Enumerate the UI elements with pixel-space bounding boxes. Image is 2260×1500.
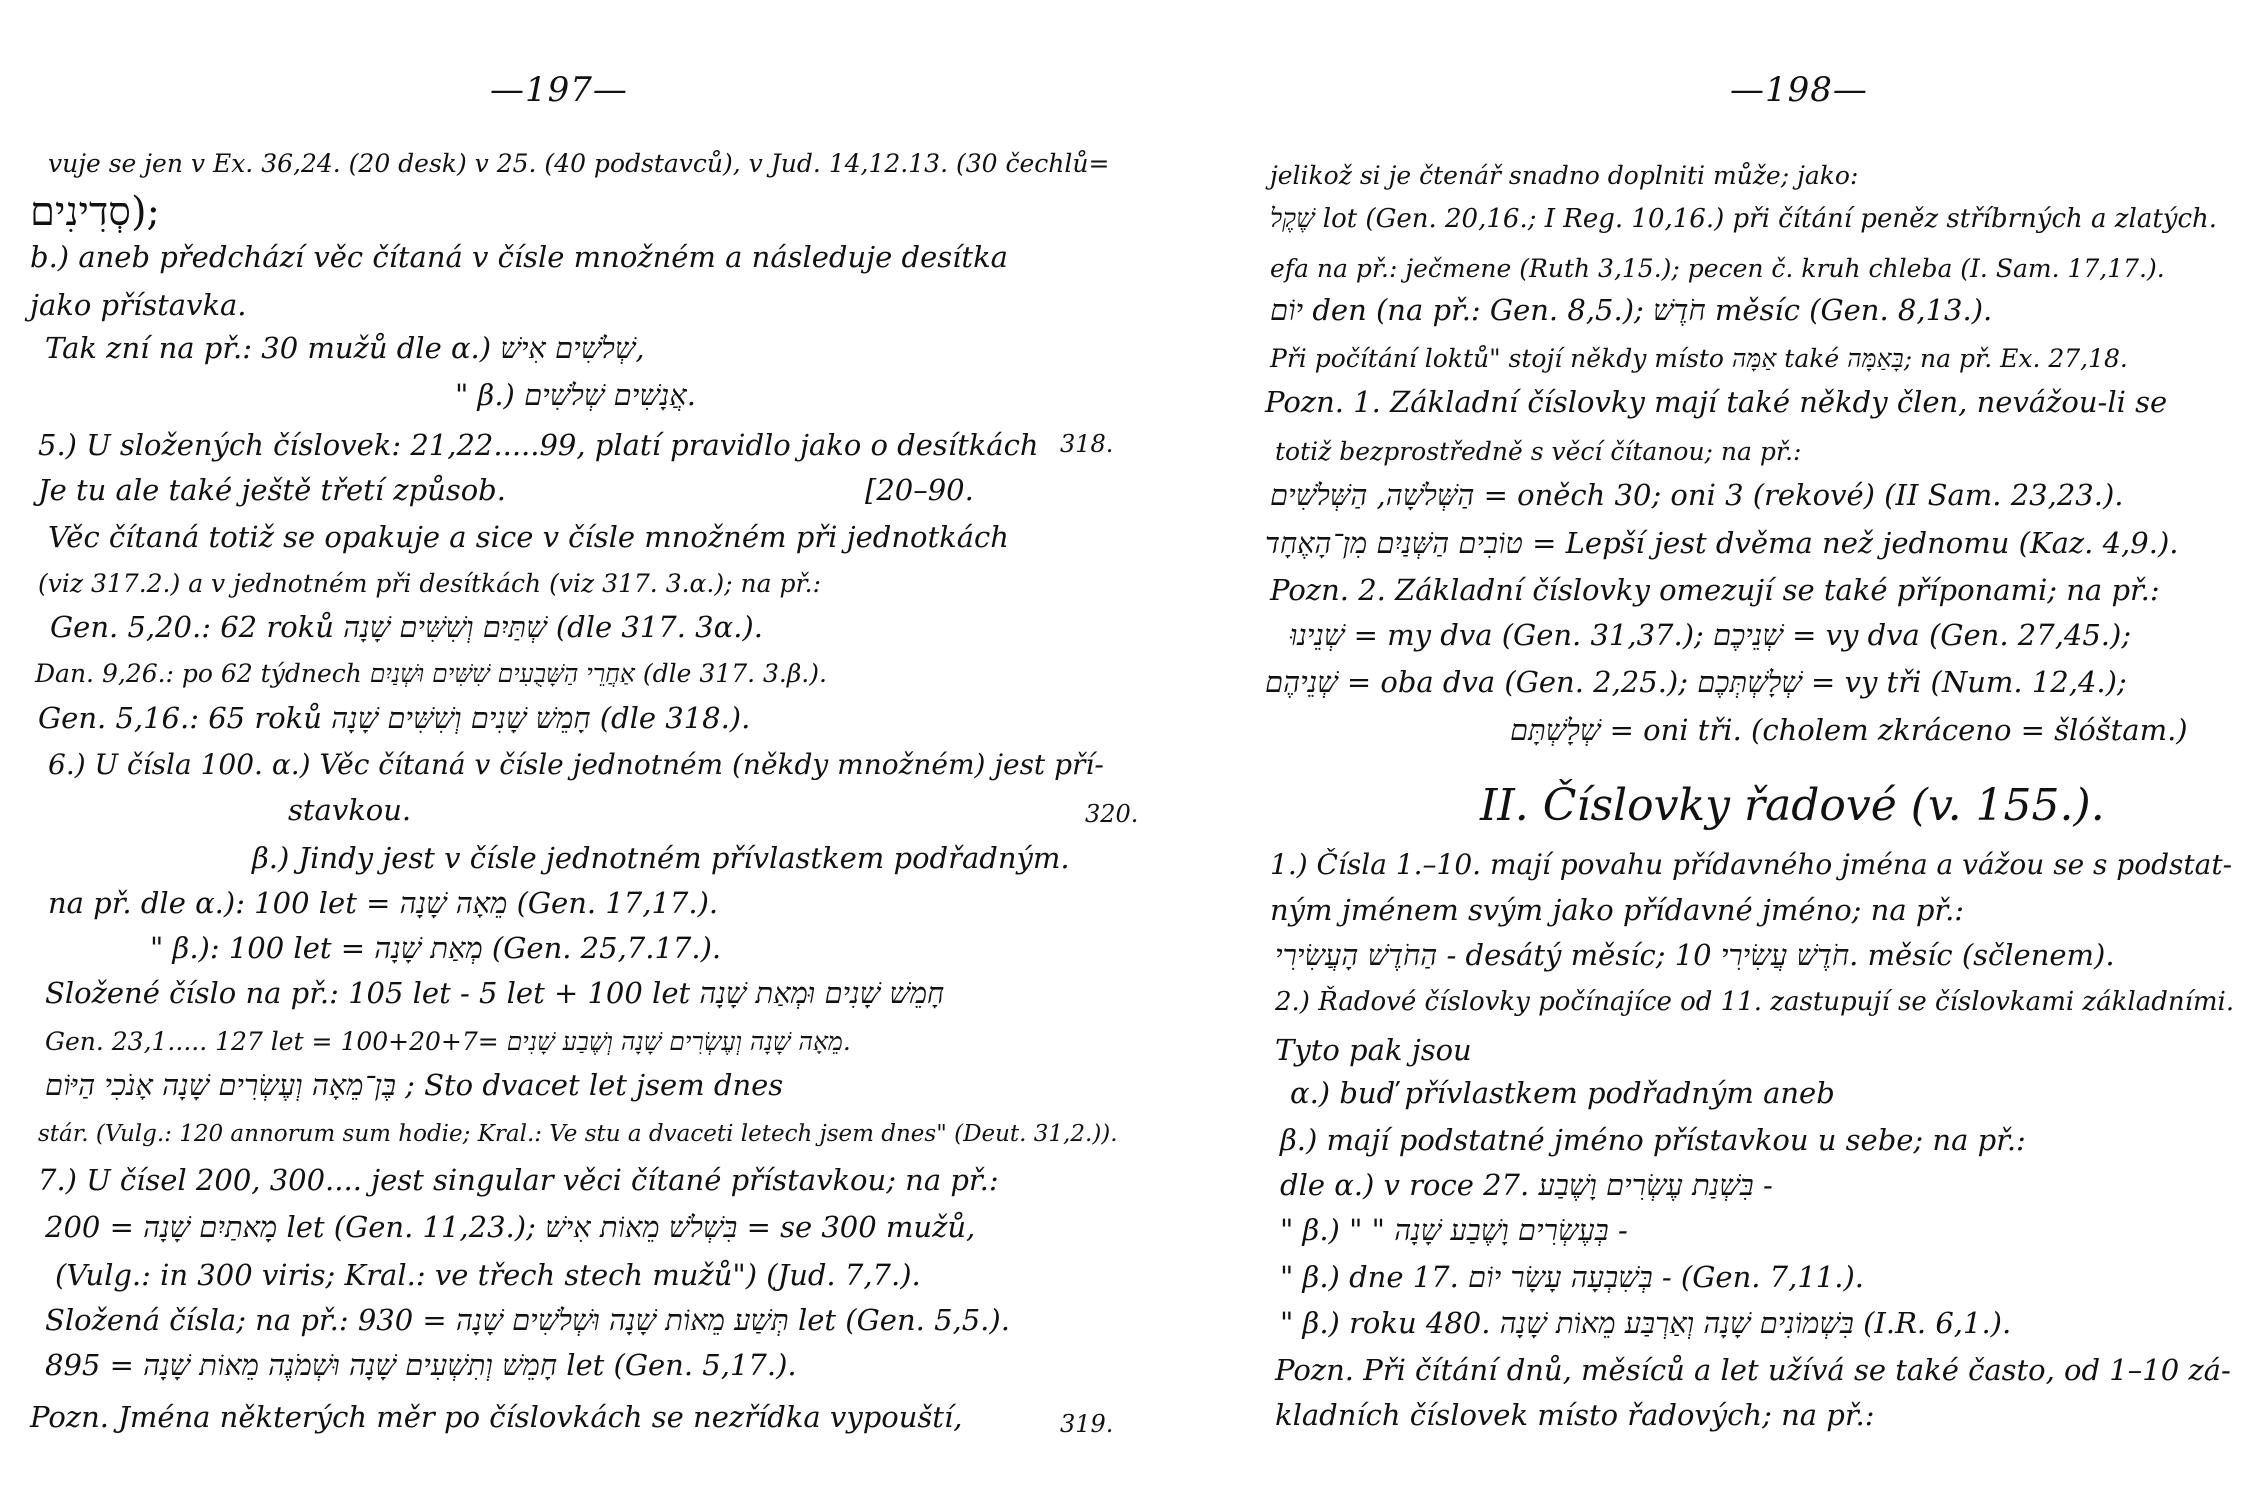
text-line: Gen. 5,16.: 65 roků חָמֵשׁ שָׁנִים וְשִׁשִּׁים שָׁנָה (dle 318.).: [38, 701, 751, 735]
text-line: Při počítání loktů" stojí někdy místo אַמָּה také בָּאַמָּה; na př. Ex. 27,18.: [1270, 344, 2128, 373]
text-line: שְׁלָשְׁתָּם = oni tři. (cholem zkráceno = šlóštam.): [1510, 713, 2188, 747]
text-line: בֶּן־מֵאָה וְעֶשְׂרִים שָׁנָה אָנֹכִי הַיּוֹם ; Sto dvacet let jsem dnes: [45, 1068, 784, 1102]
text-line: " β.) " " בְּעֶשְׂרִים וָשֶׁבַע שָׁנָה -: [1280, 1213, 1628, 1247]
text-line: הַשְּׁלֹשָׁה, הַשְּׁלֹשִׁים = oněch 30; oni 3 (rekové) (II Sam. 23,23.).: [1270, 478, 2124, 512]
text-line: (Vulg.: in 300 viris; Kral.: ve třech stech mužů") (Jud. 7,7.).: [55, 1258, 921, 1292]
text-line: שֶׁקֶל lot (Gen. 20,16.; I Reg. 10,16.) při čítání peněz stříbrných a zlatých.: [1270, 204, 2218, 234]
text-line: 7.) U čísel 200, 300.... jest singular věci čítané přístavkou; na př.:: [38, 1163, 999, 1197]
margin-note: 320.: [1085, 800, 1139, 828]
text-line: טוֹבִים הַשְּׁנַיִם מִן־הָאֶחָד = Lepší jest dvěma než jednomu (Kaz. 4,9.).: [1265, 526, 2179, 560]
margin-note: 319.: [1060, 1410, 1114, 1438]
margin-note: 318.: [1060, 430, 1114, 458]
text-line: 6.) U čísla 100. α.) Věc čítaná v čísle jednotném (někdy množném) jest pří-: [48, 748, 1104, 781]
text-line: Dan. 9,26.: po 62 týdnech אַחֲרֵי הַשָּׁבֻעִים שִׁשִּׁים וּשְׁנַיִם (dle 317. 3.β.).: [35, 659, 827, 688]
text-line: totiž bezprostředně s věcí čítanou; na př.:: [1275, 437, 1802, 466]
text-line: Pozn. Jména některých měr po číslovkách se nezřídka vypouští,: [30, 1400, 963, 1434]
text-line: vuje se jen v Ex. 36,24. (20 desk) v 25. (40 podstavců), v Jud. 14,12.13. (30 čechlů=: [48, 149, 1110, 178]
text-line: β.) mají podstatné jméno přístavkou u sebe; na př.:: [1280, 1123, 2026, 1157]
text-line: jelikož si je čtenář snadno doplniti může; jako:: [1270, 161, 1859, 190]
text-line: " β.) roku 480. בִּשְׁמוֹנִים שָׁנָה וְאַרְבַּע מֵאוֹת שָׁנָה (I.R. 6,1.).: [1280, 1306, 2012, 1340]
text-line: jako přístavka.: [30, 288, 247, 322]
text-line: Složené číslo na př.: 105 let - 5 let + 100 let חָמֵשׁ שָׁנִים וּמְאַת שָׁנָה: [45, 976, 945, 1010]
text-line: 2.) Řadové číslovky počínajíce od 11. zastupují se číslovkami základními.: [1275, 987, 2235, 1017]
right-page: [1150, 0, 2260, 1500]
text-line: α.) buď přívlastkem podřadným aneb: [1290, 1076, 1835, 1110]
text-line: " β.) אֲנָשִׁים שְׁלֹשִׁים.: [455, 378, 696, 412]
text-line: ným jménem svým jako přídavné jméno; na př.:: [1270, 893, 1965, 927]
text-line: Pozn. 2. Základní číslovky omezují se také příponami; na př.:: [1270, 573, 2160, 607]
text-line: " β.): 100 let = מְאַת שָׁנָה (Gen. 25,7.17.).: [150, 931, 722, 965]
text-line: 5.) U složených číslovek: 21,22.....99, platí pravidlo jako o desítkách: [38, 428, 1039, 462]
page-number: —198—: [1730, 70, 1868, 110]
text-line: Gen. 23,1..... 127 let = מֵאָה שָׁנָה וְעֶשְׂרִים שָׁנָה וְשֶׁבַע שָׁנִים =100+20+7.: [45, 1027, 851, 1056]
text-line: stár. (Vulg.: 120 annorum sum hodie; Kral.: Ve stu a dvaceti letech jsem dnes" (Deut. 31,2.)).: [38, 1121, 1118, 1147]
text-line: Věc čítaná totiž se opakuje a sice v čísle množném při jednotkách: [48, 520, 1009, 554]
text-line: [20–90.: [865, 473, 974, 507]
text-line: חָמֵשׁ וְתִשְׁעִים שָׁנָה וּשְׁמֹנֶה מֵאוֹת שָׁנָה = 895 let (Gen. 5,17.).: [45, 1348, 797, 1382]
text-line: שְׁנֵיהֶם = oba dva (Gen. 2,25.); שְׁלָשְׁתְּכֶם = vy tři (Num. 12,4.);: [1265, 665, 2127, 699]
text-line: Gen. 5,20.: 62 roků שְׁתַּיִם וְשִׁשִּׁים שָׁנָה (dle 317. 3α.).: [50, 610, 763, 644]
text-line: dle α.) v roce 27. בִּשְׁנַת עֶשְׂרִים וָשֶׁבַע -: [1280, 1168, 1773, 1202]
text-line: מָאתַיִם שָׁנָה = 200 let (Gen. 11,23.); בִּשְׁלֹשׁ מֵאוֹת אִישׁ = se 300 mužů,: [45, 1210, 976, 1244]
text-line: (viz 317.2.) a v jednotném při desítkách (viz 317. 3.α.); na př.:: [38, 569, 822, 598]
text-line: efa na př.: ječmene (Ruth 3,15.); pecen č. kruh chleba (I. Sam. 17,17.).: [1270, 254, 2165, 283]
text-line: הַחֹדֶשׁ הָעֲשִׂירִי - desátý měsíc; חֹדֶשׁ עֲשִׂירִי 10. měsíc (sčlenem).: [1275, 938, 2115, 972]
page-number: —197—: [490, 70, 628, 110]
text-line: Pozn. 1. Základní číslovky mají také někdy člen, nevážou-li se: [1265, 385, 2168, 419]
text-line: Tyto pak jsou: [1275, 1033, 1472, 1067]
text-line: יוֹם den (na př.: Gen. 8,5.); חֹדֶשׁ měsíc (Gen. 8,13.).: [1270, 293, 1993, 327]
text-line: b.) aneb předchází věc čítaná v čísle množném a následuje desítka: [30, 240, 1008, 274]
text-line: 1.) Čísla 1.–10. mají povahu přídavného jména a vážou se s podstat-: [1270, 848, 2233, 881]
text-line: שְׁנֵינוּ = my dva (Gen. 31,37.); שְׁנֵיכֶם = vy dva (Gen. 27,45.);: [1290, 618, 2132, 652]
text-line: stavkou.: [288, 793, 412, 827]
text-line: " β.) dne 17. בְּשִׁבְעָה עָשָׂר יוֹם - (Gen. 7,11.).: [1280, 1260, 1864, 1294]
section-heading: II. Číslovky řadové (v. 155.).: [1480, 780, 2105, 831]
text-line: סְדִינִים);: [30, 189, 161, 235]
text-line: β.) Jindy jest v čísle jednotném přívlastkem podřadným.: [252, 841, 1070, 875]
text-line: Je tu ale také ještě třetí způsob.: [38, 473, 506, 507]
text-line: Pozn. Při čítání dnů, měsíců a let užívá se také často, od 1–10 zá-: [1275, 1353, 2231, 1387]
text-line: Složená čísla; na př.: תְּשַׁע מֵאוֹת שָׁנָה וּשְׁלֹשִׁים שָׁנָה = 930 let (Gen. 5,5.).: [45, 1303, 1010, 1337]
text-line: kladních číslovek místo řadových; na př.:: [1275, 1398, 1875, 1432]
text-line: Tak zní na př.: 30 mužů dle α.) שְׁלֹשִׁים אִישׁ,: [45, 331, 645, 365]
text-line: na př. dle α.): 100 let = מֵאָה שָׁנָה (Gen. 17,17.).: [48, 886, 719, 920]
